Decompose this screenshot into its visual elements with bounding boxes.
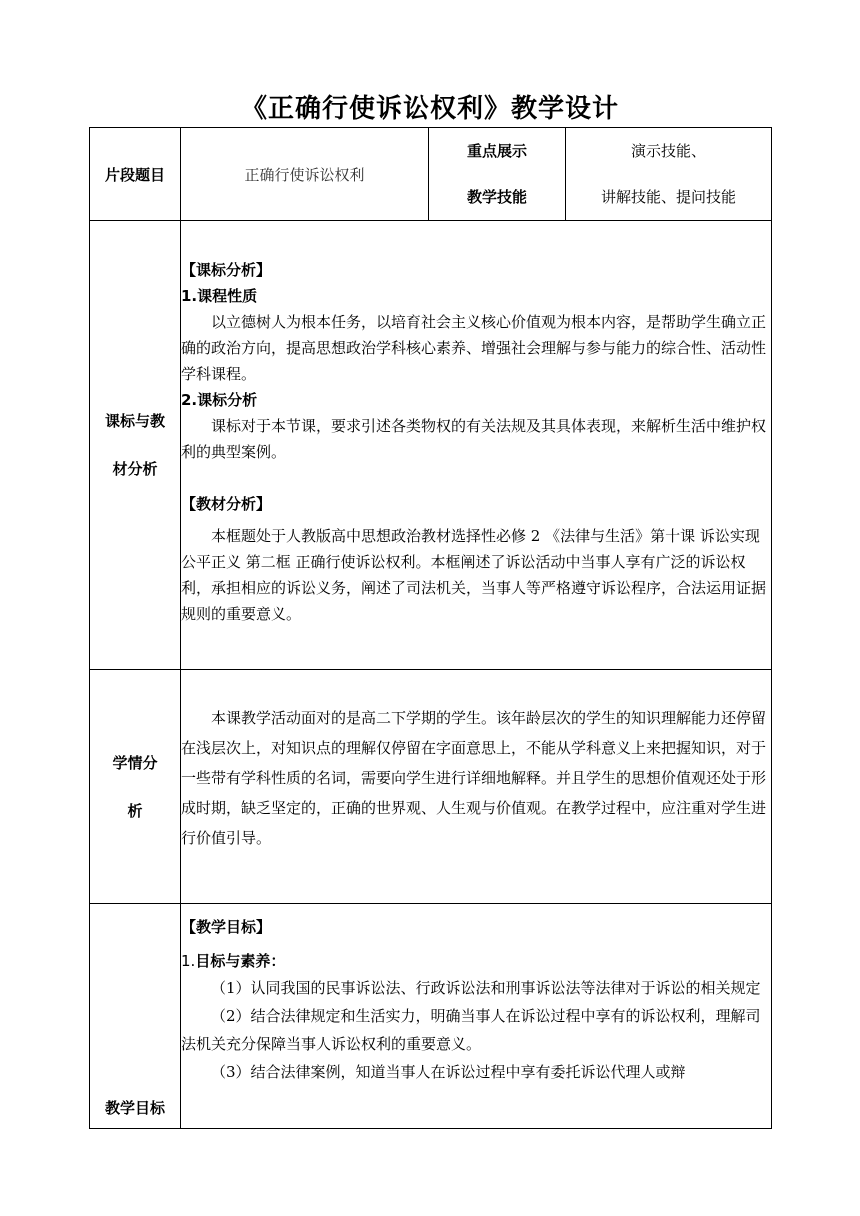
textbook-text-bold2: 第十课 诉讼实现公平正义 第二框 正确行使诉讼权利。 [181,527,760,571]
skill-label-line1: 重点展示 [466,142,527,160]
skill-label-line2: 教学技能 [466,188,527,206]
objectives-subtitle-text: 目标与素养： [195,952,286,970]
student-analysis-content [181,670,772,904]
student-label-line2: 析 [127,801,143,820]
objectives-subtitle-num: 1. [181,952,196,970]
skills-line2: 讲解技能、提问技能 [600,188,736,206]
objective-item-1: （1）认同我国的民事诉讼法、行政诉讼法和刑事诉讼法等法律对于诉讼的相关规定 [211,979,761,997]
textbook-section-title: 【教材分析】 [181,495,272,513]
objectives-section-title: 【教学目标】 [181,918,272,936]
objective-item-3: （3）结合法律案例，知道当事人在诉讼过程中享有委托诉讼代理人或辩 [211,1063,686,1081]
objectives-subtitle [181,948,771,974]
curriculum-content [181,221,772,670]
student-label-line1: 学情分 [112,753,158,772]
skills-line1: 演示技能、 [630,142,706,160]
skill-label [429,128,566,221]
topic-value: 正确行使诉讼权利 [181,128,429,221]
topic-label: 片段题目 [90,128,181,221]
student-analysis-text [181,703,771,853]
course-nature-text: 以立德树人为根本任务，以培育社会主义核心价值观为根本内容，是帮助学生确立正确的政治方向，提高思想政治学科核心素养、增强社会理解与参与能力的综合性、活动性学科课程。 [181,313,767,383]
skill-value [566,128,772,221]
student-text-part2: 下学期 [391,709,437,727]
row-teaching-objectives [90,904,772,1129]
textbook-analysis-text [181,523,771,627]
document-title: 《正确行使诉讼权利》教学设计 [240,94,619,124]
standard-analysis-text: 课标对于本节课，要求引述各类物权的有关法规及其具体表现，来解析生活中维护权利的典型案例。 [181,417,767,461]
student-text-part3: 的学生。该年龄层次的学生的知识理解能力还停留在浅层次上，对知识点的理解仅停留在字面意思上，不能从学科意义上来把握知识，对于一些带有学科性质的名词，需要向学生进行详细地解释。并且学生的思想价值观还处于形成时期，缺乏坚定的，正确的世界观、人生观与价值观。在教学过程中，应注重对学生进行价值引导。 [181,709,767,847]
curriculum-label [90,221,181,670]
course-nature-title: 1.课程性质 [181,287,258,305]
lesson-design-table [89,127,772,1129]
student-analysis-label [90,670,181,904]
student-text-part1: 本课教学活动面对的是高二 [211,709,392,727]
objectives-label: 教学目标 [90,904,181,1129]
curriculum-label-line1: 课标与教 [104,412,165,430]
curriculum-label-line2: 材分析 [112,460,158,478]
textbook-text-bold1: 本框题处于人教版高中思想政治教材 [211,527,452,545]
objectives-content [181,904,772,1129]
objective-item-2: （2）结合法律规定和生活实力，明确当事人在诉讼过程中享有的诉讼权利，理解司法机关充分保障当事人诉讼权利的重要意义。 [181,1007,761,1053]
textbook-text-normal2: 本框阐述了诉讼活动中当事人享有广泛的诉讼权利，承担相应的诉讼义务，阐述了司法机关，当事人等严格遵守诉讼程序，合法运用证据规则的重要意义。 [181,553,767,623]
textbook-text-normal1: 选择性必修 2 《法律与生活》 [451,527,651,545]
row-topic [90,128,772,221]
standard-analysis-title: 2.课标分析 [181,391,258,409]
curriculum-section-title: 【课标分析】 [181,261,272,279]
row-student-analysis [90,670,772,904]
row-curriculum-analysis [90,221,772,670]
